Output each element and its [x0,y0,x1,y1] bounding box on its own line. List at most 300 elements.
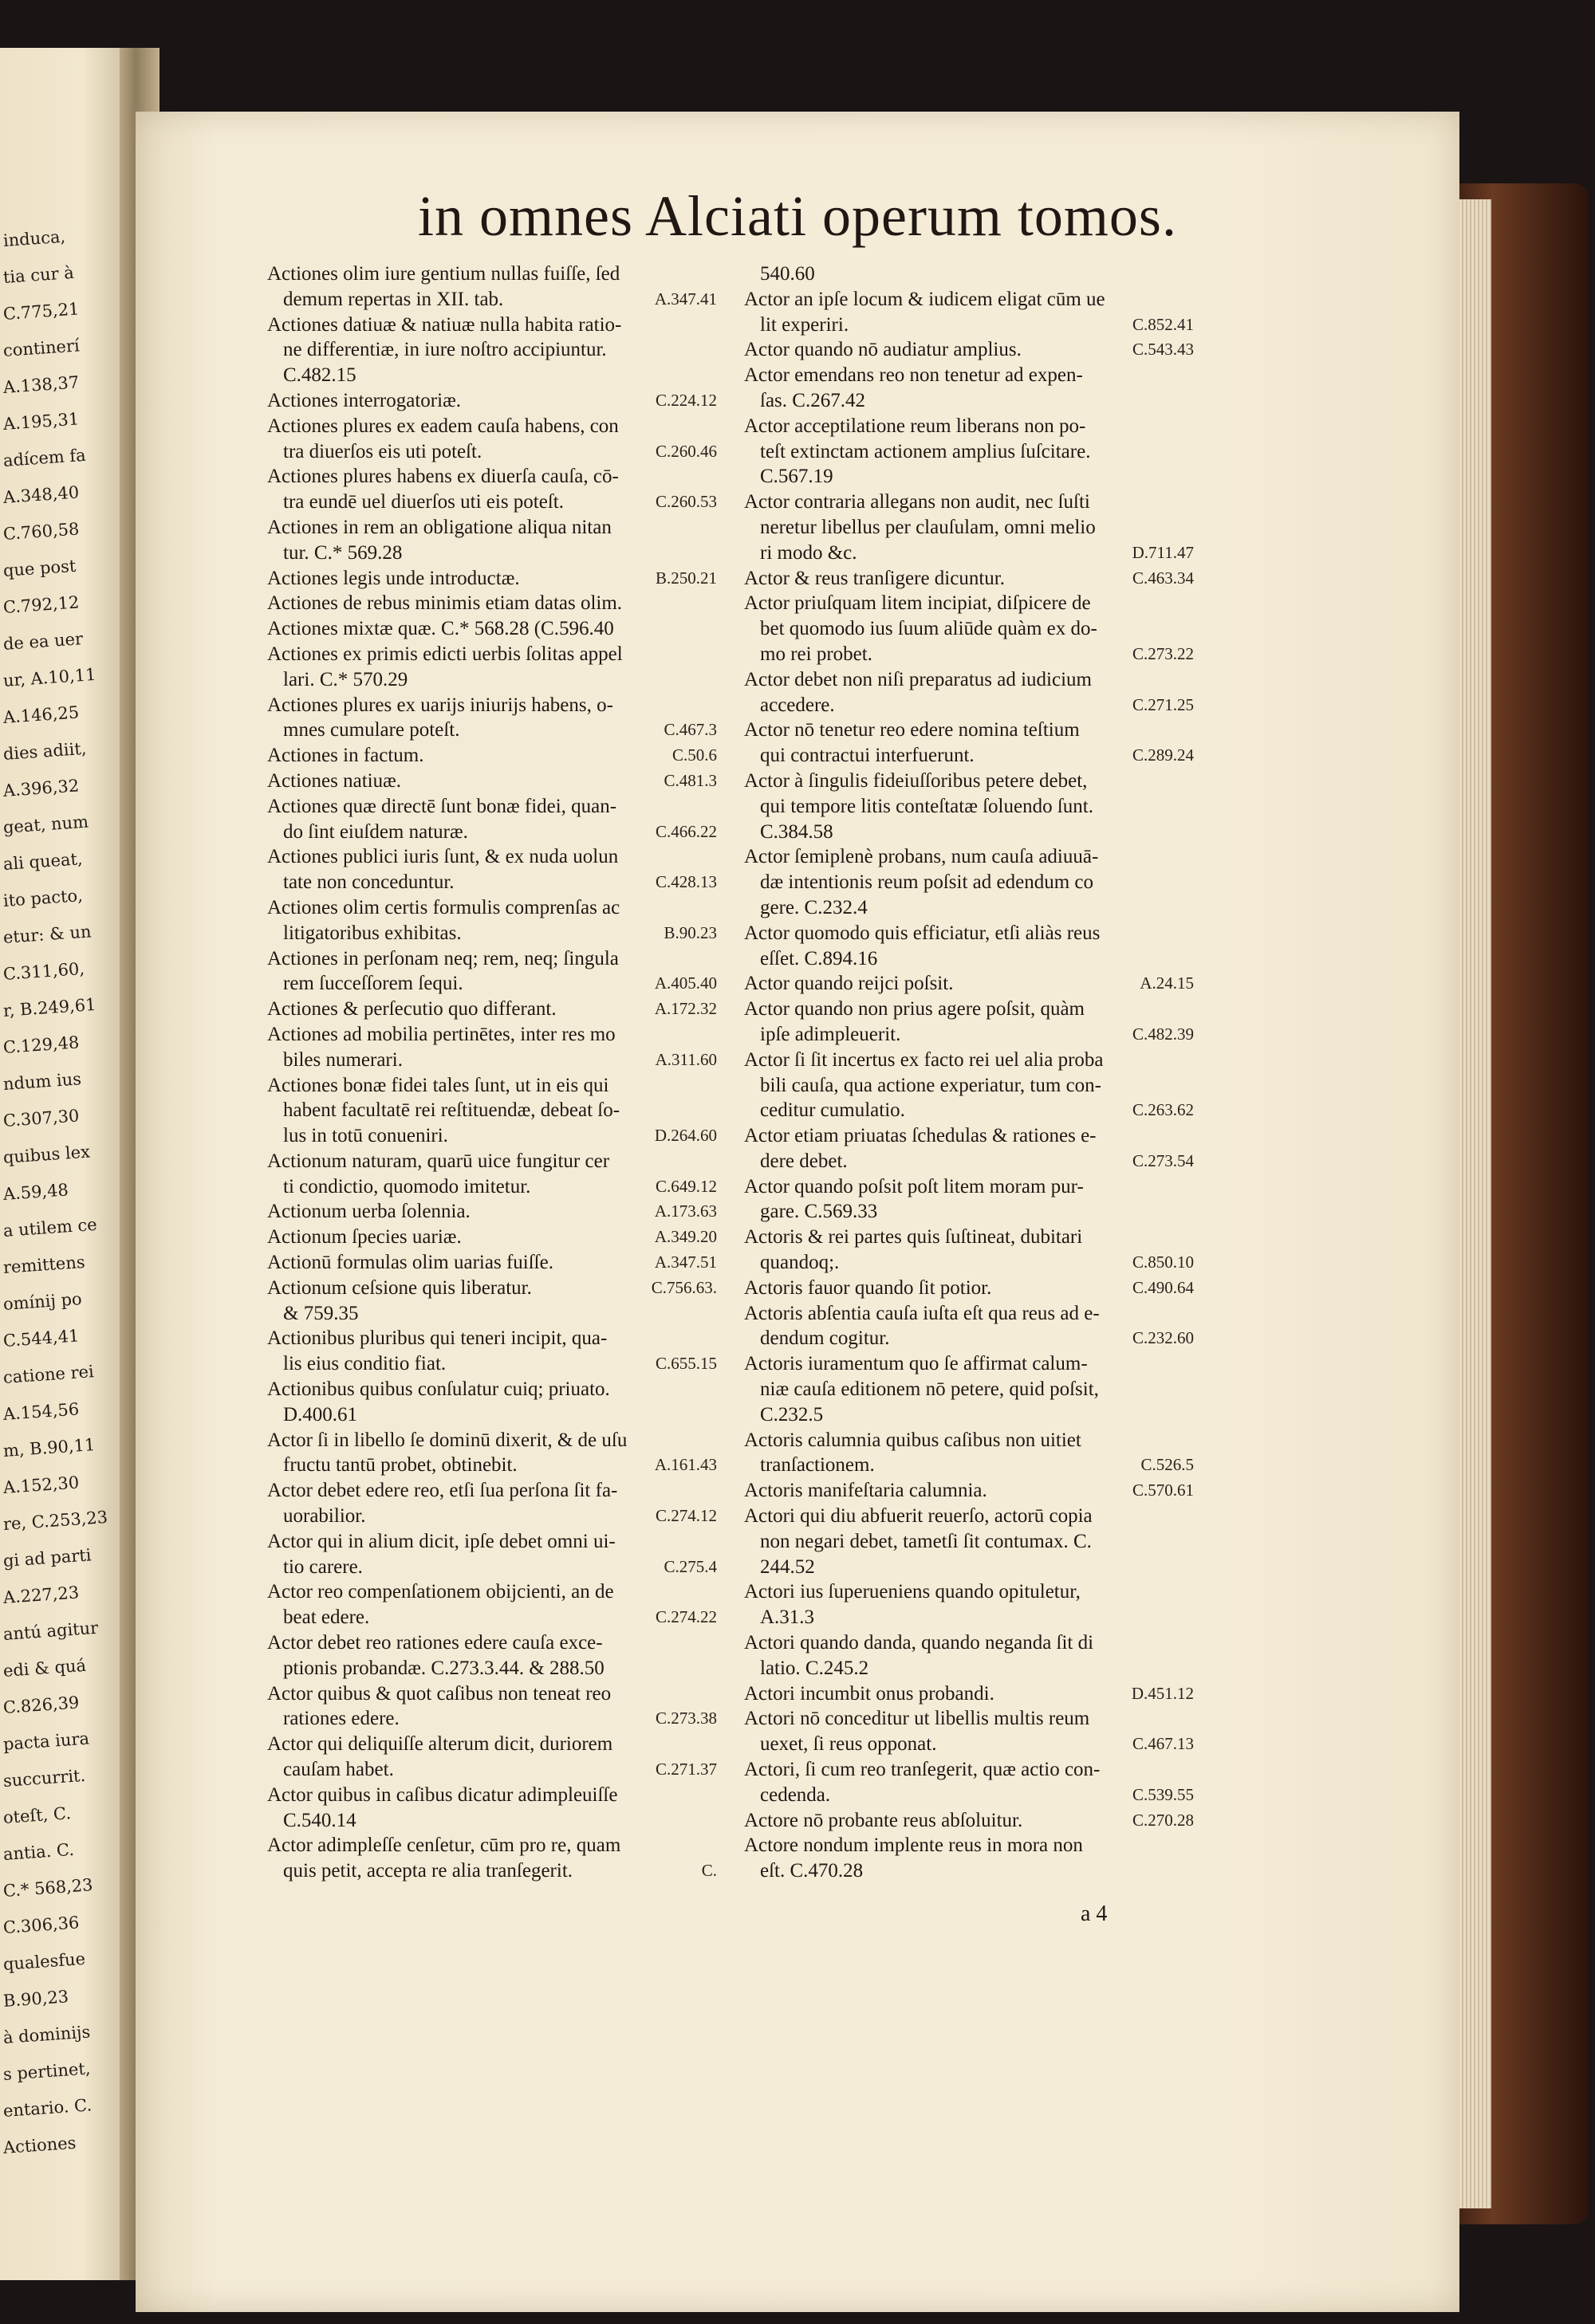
entry-text: tio carere. [283,1555,363,1578]
entry-text: demum repertas in XII. tab. [283,288,504,310]
left-page-fragment: omínij po [2,1289,83,1314]
index-entry [744,1630,1199,1656]
index-entry [744,414,1199,439]
index-entry [267,1199,722,1225]
entry-text: eſt. C.470.28 [760,1860,864,1882]
entry-reference: C.260.53 [655,492,717,512]
entry-text: ipſe adimpleuerit. [760,1023,901,1045]
index-entry [267,388,722,414]
entry-text: C.232.5 [760,1403,824,1425]
entry-reference: C.490.64 [1132,1277,1194,1297]
index-entry [267,693,722,718]
entry-text: lit experiri. [760,313,849,336]
entry-text: ne differentiæ, in iure noſtro accipiuntur. [283,339,607,361]
index-entry [267,718,722,743]
entry-reference: C.539.55 [1132,1784,1194,1804]
index-entry [744,820,1199,845]
left-page-fragment: A.146,25 [2,702,80,727]
entry-reference: C.232.60 [1132,1328,1194,1348]
index-entry [267,1326,722,1351]
entry-text: Actor an ipſe locum & iudicem eligat cūm ue [744,288,1105,310]
left-page-fragment: C.306,36 [2,1913,81,1937]
page-title: in omnes Alciati operum tomos. [418,184,1177,248]
index-entry [744,1073,1199,1099]
entry-reference: C.275.4 [664,1556,717,1576]
entry-text: tra eundē uel diuerſos uti eis poteſt. [283,491,564,513]
index-entry [744,566,1199,592]
entry-reference: C.526.5 [1140,1455,1194,1475]
left-page-fragment: que post [2,556,77,580]
index-entry [744,464,1199,490]
entry-reference: C.649.12 [655,1176,717,1196]
entry-text: Actor reo compenſationem obijcienti, an de [267,1581,614,1603]
entry-text: neretur libellus per clauſulam, omni melio [760,516,1096,538]
entry-text: ri modo &c. [760,541,857,564]
entry-reference: C.655.15 [655,1354,717,1374]
index-entry [267,1630,722,1656]
index-entry [744,337,1199,363]
entry-text: dendum cogitur. [760,1327,890,1350]
left-page-fragment: succurrit. [2,1765,86,1791]
left-page-fragment: A.348,40 [2,482,80,507]
entry-text: fructu tantū probet, obtinebit. [283,1454,518,1477]
entry-reference: C.481.3 [664,770,717,790]
entry-text: Actor quando poſsit poſt litem moram pur- [744,1175,1084,1197]
index-entry [744,388,1199,414]
entry-text: Actiones plures ex eadem cauſa habens, con [267,415,619,437]
index-entry [267,566,722,592]
index-entry [267,1681,722,1707]
entry-reference: C.482.39 [1132,1024,1194,1044]
index-entry [267,515,722,541]
entry-text: Actiones plures ex uarijs iniurijs habens, o- [267,694,613,716]
left-page-fragment: qualesfue [2,1948,86,1974]
index-entry [744,667,1199,693]
entry-reference: C.273.22 [1132,643,1194,663]
left-page-fragment: ali queat, [2,849,84,874]
index-entry [744,642,1199,667]
left-page-fragment: ito pacto, [2,886,84,910]
entry-text: C.384.58 [760,820,833,843]
index-entry [744,1732,1199,1757]
index-entry [744,1783,1199,1808]
index-entry [744,1453,1199,1478]
entry-reference: A.24.15 [1140,973,1194,993]
entry-text: Actiones datiuæ & natiuæ nulla habita ratio- [267,313,622,336]
index-entry [744,693,1199,718]
index-entry [267,921,722,946]
entry-text: niæ cauſa editionem nō petere, quid poſsit, [760,1378,1099,1401]
entry-text: Actiones ad mobilia pertinētes, inter res mo [267,1023,616,1045]
entry-text: Actoris fauor quando ſit potior. [744,1276,992,1299]
entry-text: Actor nō tenetur reo edere nomina teſtium [744,719,1080,741]
index-entry [267,1656,722,1681]
entry-text: Actionum naturam, quarū uice fungitur cer [267,1150,610,1172]
left-page-fragment: B.90,23 [2,1987,69,2011]
index-entry [744,1250,1199,1276]
entry-reference: C.467.3 [664,720,717,740]
index-entry [744,1326,1199,1351]
entry-text: Actionibus pluribus qui teneri incipit, qua- [267,1327,608,1350]
page-edges [1459,199,1491,2208]
index-entry [744,363,1199,388]
index-entry [744,1808,1199,1834]
entry-reference: C.263.62 [1132,1100,1194,1120]
index-entry [267,363,722,388]
left-page-fragment: C.307,30 [2,1106,81,1131]
index-entry [744,1098,1199,1123]
index-entry [267,642,722,667]
entry-text: Actiones legis unde introductæ. [267,567,520,589]
entry-text: Actiones ex primis edicti uerbis ſolitas appel [267,643,623,665]
entry-reference: C.273.38 [655,1709,717,1728]
index-entry [267,1605,722,1630]
left-page-fragment: oteſt, C. [2,1803,72,1827]
left-page-fragment: antú agitur [2,1618,99,1644]
entry-reference: A.347.51 [654,1252,717,1272]
left-page-fragment: A.195,31 [2,409,80,434]
index-entry [267,1504,722,1529]
entry-text: dere debet. [760,1150,848,1172]
entry-reference: D.711.47 [1132,542,1194,562]
left-page-fragment: re, C.253,23 [2,1507,108,1534]
entry-text: Actor qui in alium dicit, ipſe debet omni ui- [267,1530,616,1552]
entry-reference: B.90.23 [664,922,717,942]
entry-text: gare. C.569.33 [760,1201,878,1223]
entry-text: Actiones de rebus minimis etiam datas olim. [267,592,623,615]
index-entry [267,769,722,794]
entry-text: tur. C.* 569.28 [283,541,403,564]
entry-reference: C.50.6 [671,745,717,765]
entry-text: A.31.3 [760,1606,815,1629]
index-entry [267,794,722,820]
left-page-fragment: C.826,39 [2,1693,81,1717]
left-page-fragment: entario. C. [2,2095,93,2121]
entry-reference: C.271.25 [1132,694,1194,714]
entry-text: lari. C.* 570.29 [283,668,408,690]
entry-text: biles numerari. [283,1048,403,1071]
index-entry [744,1478,1199,1504]
entry-text: rationes edere. [283,1708,400,1730]
index-entry [744,1579,1199,1605]
index-entry [744,616,1199,642]
index-entry [267,313,722,338]
index-entry [744,997,1199,1022]
entry-reference: A.172.32 [654,999,717,1019]
entry-text: mo rei probet. [760,643,872,665]
index-entry [267,1377,722,1402]
index-column-right [744,261,1199,1884]
entry-text: ptionis probandæ. C.273.3.44. & 288.50 [283,1657,605,1679]
entry-text: Actionum ceſsione quis liberatur. [267,1276,532,1299]
entry-text: latio. C.245.2 [760,1657,869,1679]
entry-text: tate non conceduntur. [283,871,455,894]
left-page-fragment: C.792,12 [2,592,81,617]
entry-text: Actoris manifeſtaria calumnia. [744,1480,987,1502]
index-entry [744,794,1199,820]
index-entry [744,971,1199,997]
entry-text: Actiones in perſonam neq; rem, neq; ſingula [267,947,619,969]
entry-text: C.567.19 [760,466,833,488]
left-page-fragment: tia cur à [2,262,75,287]
entry-text: Actor priuſquam litem incipiat, diſpicere de [744,592,1091,615]
left-page-fragment: C.311,60, [2,958,85,984]
entry-text: Actor quomodo quis efficiatur, etſi aliàs reus [744,922,1101,944]
index-entry [744,844,1199,870]
index-entry [267,1048,722,1073]
signature-mark: a 4 [1081,1901,1108,1926]
left-page-fragment: à dominijs [2,2022,92,2047]
entry-text: bili cauſa, qua actione experiatur, tum con- [760,1074,1101,1096]
left-page-fragment: C.* 568,23 [2,1875,94,1901]
index-entry [267,439,722,465]
index-entry [744,718,1199,743]
index-entry [744,1022,1199,1048]
index-entry [744,1123,1199,1149]
index-entry [267,997,722,1022]
entry-text: Actori incumbit onus probandi. [744,1682,994,1705]
entry-reference: C.467.13 [1132,1734,1194,1754]
entry-text: Actiones quæ directē ſunt bonæ fidei, quan- [267,795,617,817]
left-page-fragment: m, B.90,11 [2,1434,96,1461]
entry-text: Actor à ſingulis fideiuſſoribus petere debet, [744,769,1088,792]
entry-reference: C.274.12 [655,1506,717,1526]
entry-reference: A.161.43 [654,1455,717,1475]
index-entry [267,946,722,972]
entry-text: cedenda. [760,1783,831,1806]
entry-reference: C.270.28 [1132,1810,1194,1830]
left-page-fragment: ndum ius [2,1069,82,1094]
left-page-fragment: A.154,56 [2,1399,80,1424]
index-entry [744,743,1199,769]
index-entry [267,1478,722,1504]
entry-text: lis eius conditio fiat. [283,1353,447,1375]
index-entry [267,591,722,616]
entry-text: eſſet. C.894.16 [760,947,878,969]
index-entry [744,1402,1199,1428]
index-entry [744,541,1199,566]
left-page-fragment: quibus lex [2,1142,91,1167]
entry-text: Actor & reus tranſigere dicuntur. [744,567,1005,589]
index-entry [267,1225,722,1250]
left-page-fragment: adícem fa [2,445,87,470]
entry-text: Actiones interrogatoriæ. [267,389,461,411]
entry-reference: C.756.63. [651,1277,717,1297]
index-entry [744,313,1199,338]
entry-text: tra diuerſos eis uti poteſt. [283,440,482,462]
index-entry [267,1174,722,1200]
entry-reference: C.260.46 [655,441,717,461]
entry-text: Actor quando reijci poſsit. [744,973,954,995]
entry-text: Actor debet edere reo, etſi ſua perſona ſit fa- [267,1480,618,1502]
entry-text: Actiones plures habens ex diuerſa cauſa, cō- [267,466,619,488]
entry-text: uexet, ſi reus opponat. [760,1733,937,1756]
entry-text: Actori nō conceditur ut libellis multis reum [744,1708,1090,1730]
index-entry [267,1833,722,1858]
entry-text: & 759.35 [283,1302,359,1324]
entry-text: Actori, ſi cum reo tranſegerit, quæ actio con- [744,1759,1101,1781]
index-entry [744,1428,1199,1453]
left-page-fragment: r, B.249,61 [2,994,97,1020]
left-page-fragment: induca, [2,226,66,250]
entry-text: Actor quibus in caſibus dicatur adimpleuiſſe [267,1783,618,1806]
index-entry [267,743,722,769]
left-page-fragment: A.152,30 [2,1473,80,1497]
index-entry [267,490,722,515]
index-entry [267,1351,722,1377]
left-page-fragment: A.396,32 [2,776,80,800]
index-entry [267,1555,722,1580]
index-entry [267,1579,722,1605]
entry-text: Actor ſi in libello ſe dominū dixerit, & de uſu [267,1429,628,1451]
entry-text: teſt extinctam actionem amplius ſuſcitare. [760,440,1091,462]
entry-text: Actor emendans reo non tenetur ad expen- [744,364,1083,387]
index-entry [744,1149,1199,1174]
index-entry [744,1555,1199,1580]
index-entry [744,1681,1199,1707]
entry-text: Actiones publici iuris ſunt, & ex nuda uolun [267,846,619,868]
index-entry [267,1808,722,1834]
index-entry [267,667,722,693]
entry-reference: D.264.60 [654,1126,717,1146]
entry-text: Actor qui deliquiſſe alterum dicit, duriorem [267,1733,613,1756]
entry-text: uorabilior. [283,1505,366,1528]
entry-reference: D.451.12 [1131,1683,1194,1703]
entry-reference: C.466.22 [655,821,717,841]
index-entry [744,591,1199,616]
entry-reference: A.173.63 [654,1201,717,1221]
index-entry [267,820,722,845]
entry-text: qui tempore litis conteſtatæ ſoluendo ſunt. [760,795,1093,817]
left-page-fragment: antia. C. [2,1839,75,1864]
entry-text: Actor etiam priuatas ſchedulas & rationes e- [744,1125,1097,1147]
index-entry [267,261,722,287]
index-entry [267,1276,722,1301]
left-page-fragment: A.227,23 [2,1583,80,1607]
entry-reference: A.349.20 [654,1227,717,1247]
entry-text: Actionum uerba ſolennia. [267,1201,471,1223]
entry-text: C.540.14 [283,1809,356,1831]
entry-text: Actiones bonæ fidei tales ſunt, ut in eis qui [267,1074,609,1096]
entry-text: do ſint eiuſdem naturæ. [283,820,468,843]
entry-text: ſas. C.267.42 [760,389,865,411]
index-entry [744,1048,1199,1073]
entry-text: dæ intentionis reum poſsit ad edendum co [760,871,1093,894]
index-entry [267,1706,722,1732]
index-entry [744,1656,1199,1681]
index-column-left [267,261,722,1884]
entry-reference: C.850.10 [1132,1252,1194,1272]
left-page-fragment: C.544,41 [2,1326,81,1351]
left-page-fragment: C.129,48 [2,1032,81,1057]
index-entry [744,1605,1199,1630]
left-page-fragment: pacta iura [2,1728,90,1754]
entry-text: qui contractui interfuerunt. [760,745,975,767]
index-entry [744,1833,1199,1858]
entry-text: Actori quando danda, quando neganda ſit di [744,1632,1094,1654]
entry-text: Actionū formulas olim uarias fuiſſe. [267,1252,553,1274]
entry-text: Actor debet reo rationes edere cauſa exce- [267,1632,603,1654]
entry-text: D.400.61 [283,1403,358,1425]
left-page-fragment: C.775,21 [2,299,81,324]
left-page-fragment: etur: & un [2,922,93,947]
index-entry [267,337,722,363]
index-entry [267,1149,722,1174]
index-entry [267,1301,722,1327]
index-entry [744,946,1199,972]
index-entry [744,769,1199,794]
entry-text: bet quomodo ius ſuum aliūde quàm ex do- [760,618,1097,640]
left-page [0,48,137,2280]
index-entry [744,895,1199,921]
left-page-fragment: Actiones [2,2133,77,2157]
index-entry [267,414,722,439]
entry-text: habent facultatē rei reſtituendæ, debeat ſo- [283,1099,620,1122]
entry-text: Actoris calumnia quibus caſibus non uitiet [744,1429,1081,1451]
left-page-fragment: s pertinet, [2,2059,92,2084]
entry-text: Actoris & rei partes quis ſuſtineat, dubitari [744,1226,1083,1249]
index-entry [744,1351,1199,1377]
entry-text: quis petit, accepta re alia tranſegerit. [283,1860,573,1882]
index-entry [267,1098,722,1123]
index-entry [267,1123,722,1149]
index-entry [744,870,1199,895]
entry-text: litigatoribus exhibitas. [283,922,462,944]
index-entry [744,1225,1199,1250]
index-entry [267,1529,722,1555]
index-entry [744,1858,1199,1884]
entry-text: 244.52 [760,1555,815,1578]
entry-text: ceditur cumulatio. [760,1099,905,1122]
left-page-fragment: catione rei [2,1362,95,1387]
index-entry [744,439,1199,465]
entry-text: Actiones olim certis formulis comprenſas ac [267,896,620,918]
entry-text: Actiones in rem an obligatione aliqua nitan [267,516,612,538]
entry-text: Actori ius ſuperueniens quando opituletur, [744,1581,1081,1603]
left-page-fragment: A.138,37 [2,372,80,397]
entry-text: Actori qui diu abfuerit reuerſo, actorū copia [744,1505,1093,1528]
entry-text: Actor quando non prius agere poſsit, quàm [744,998,1085,1020]
index-entry [267,844,722,870]
entry-text: rem ſucceſſorem ſequi. [283,973,463,995]
entry-text: Actionum ſpecies uariæ. [267,1226,462,1249]
entry-reference: A.405.40 [654,973,717,993]
entry-text: Actiones & perſecutio quo differant. [267,998,557,1020]
entry-reference: C.570.61 [1132,1481,1194,1500]
entry-text: Actor debet non niſi preparatus ad iudicium [744,668,1092,690]
entry-text: Actor quando nō audiatur amplius. [744,339,1022,361]
entry-reference: C.428.13 [655,872,717,892]
left-page-fragment: A.59,48 [2,1180,69,1204]
entry-text: Actor ſemiplenè probans, num cauſa adiuuā- [744,846,1099,868]
left-page-fragment: a utilem ce [2,1214,98,1241]
left-page-fragment: dies adiit, [2,738,88,764]
index-entry [267,1732,722,1757]
entry-text: Actionibus quibus conſulatur cuiq; priuato. [267,1378,610,1401]
left-page-fragment: continerí [2,336,81,360]
index-entry [267,1073,722,1099]
left-page-fragment: gi ad parti [2,1545,93,1571]
index-entry [267,1402,722,1428]
entry-text: Actiones mixtæ quæ. C.* 568.28 (C.596.40 [267,618,614,640]
index-entry [744,1377,1199,1402]
entry-text: Actiones in factum. [267,745,424,767]
entry-text: Actor acceptilatione reum liberans non po- [744,415,1086,437]
left-page-fragment: edi & quá [2,1655,87,1681]
index-entry [267,1428,722,1453]
entry-reference: C.543.43 [1132,340,1194,360]
entry-text: tranſactionem. [760,1454,875,1477]
